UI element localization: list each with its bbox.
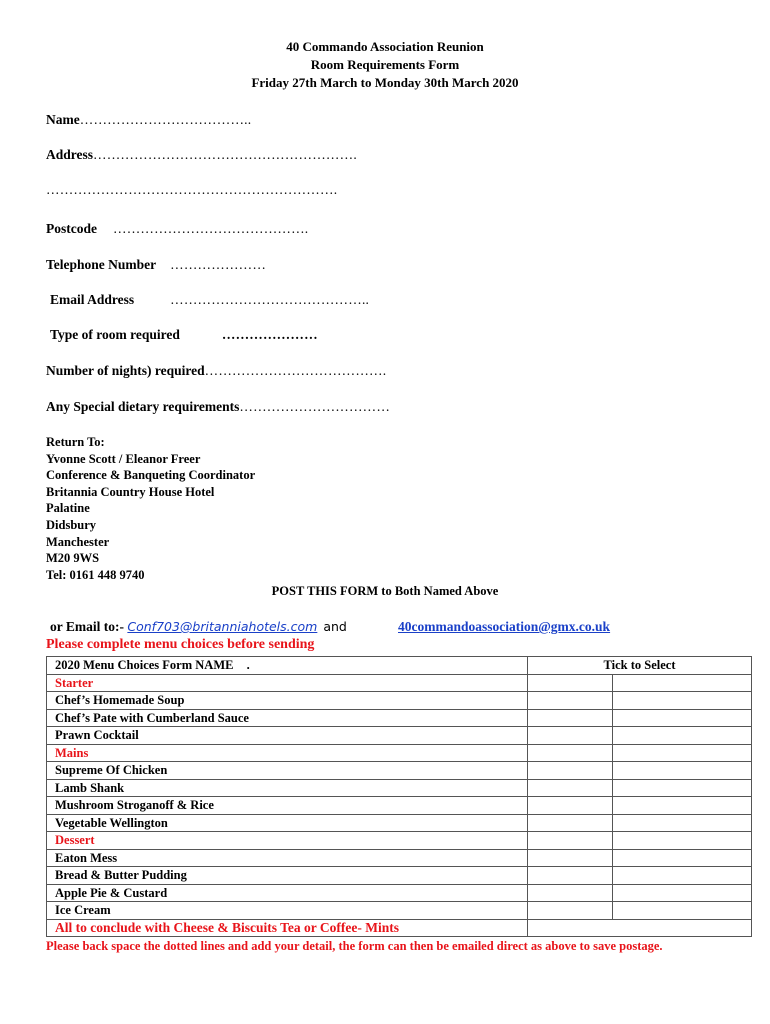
email-field[interactable] [50, 292, 369, 308]
email-label: Email Address [50, 292, 135, 307]
conclusion-tick-box[interactable] [528, 919, 752, 937]
menu-item-label: Ice Cream [47, 902, 528, 920]
address-line-2[interactable] [46, 182, 337, 198]
name-field[interactable] [46, 112, 251, 128]
name-label: Name [46, 112, 80, 127]
menu-section-label: Mains [47, 744, 528, 762]
dietary-label: Any Special dietary requirements [46, 399, 240, 414]
menu-title: 2020 Menu Choices Form NAME [55, 658, 234, 673]
menu-item-row [47, 762, 752, 780]
menu-table [46, 656, 752, 937]
return-hotel: Britannia Country House Hotel [46, 484, 215, 499]
tick-box-extra[interactable] [613, 832, 752, 850]
name-dots[interactable]: ……………………………….. [79, 112, 252, 127]
tick-box-extra[interactable] [613, 709, 752, 727]
menu-item-row [47, 884, 752, 902]
tick-box[interactable] [528, 867, 613, 885]
return-address [46, 434, 255, 583]
tick-box[interactable] [528, 727, 613, 745]
form-title: 40 Commando Association Reunion [286, 39, 484, 54]
tick-box-extra[interactable] [613, 814, 752, 832]
menu-item-label: Mushroom Stroganoff & Rice [47, 797, 528, 815]
tick-box-extra[interactable] [613, 727, 752, 745]
return-names: Yvonne Scott / Eleanor Freer [46, 451, 201, 466]
telephone-field[interactable] [46, 257, 266, 273]
menu-section-row [47, 674, 752, 692]
postcode-label: Postcode [46, 221, 97, 236]
tick-box-extra[interactable] [613, 867, 752, 885]
menu-item-row [47, 797, 752, 815]
tick-box[interactable] [528, 779, 613, 797]
association-email-link[interactable]: 40commandoassociation@gmx.co.uk [398, 619, 611, 634]
menu-item-label: Chef’s Pate with Cumberland Sauce [47, 709, 528, 727]
tick-box[interactable] [528, 832, 613, 850]
menu-item-label: Vegetable Wellington [47, 814, 528, 832]
nights-label: Number of nights) required [46, 363, 205, 378]
tick-box-extra[interactable] [613, 779, 752, 797]
tick-box[interactable] [528, 849, 613, 867]
menu-item-row [47, 779, 752, 797]
menu-item-label: Eaton Mess [47, 849, 528, 867]
email-dots[interactable]: …………………………………….. [170, 292, 370, 307]
return-postcode: M20 9WS [46, 551, 100, 566]
return-area: Didsbury [46, 517, 97, 532]
menu-section-label: Dessert [47, 832, 528, 850]
telephone-label: Telephone Number [46, 257, 157, 272]
menu-item-row [47, 867, 752, 885]
address-dots[interactable]: …………………………………………………. [93, 147, 357, 162]
menu-item-label: Chef’s Homemade Soup [47, 692, 528, 710]
tick-box[interactable] [528, 762, 613, 780]
menu-header-row [47, 657, 752, 675]
room-type-label: Type of room required [50, 327, 180, 342]
menu-section-row [47, 832, 752, 850]
tick-box[interactable] [528, 797, 613, 815]
return-street: Palatine [46, 501, 90, 516]
telephone-dots[interactable]: ………………… [170, 257, 267, 272]
form-subtitle: Room Requirements Form [310, 57, 460, 72]
tick-box-extra[interactable] [613, 849, 752, 867]
tick-box-extra[interactable] [613, 744, 752, 762]
menu-item-row [47, 902, 752, 920]
email-to-line [50, 619, 611, 635]
tick-header: Tick to Select [528, 657, 752, 675]
menu-notice: Please complete menu choices before sending [46, 637, 315, 652]
menu-section-row [47, 744, 752, 762]
return-role: Conference & Banqueting Coordinator [46, 468, 256, 483]
tick-box-extra[interactable] [613, 797, 752, 815]
menu-item-row [47, 692, 752, 710]
form-dates: Friday 27th March to Monday 30th March 2020 [251, 75, 519, 90]
return-tel: Tel: 0161 448 9740 [46, 567, 145, 582]
postcode-dots[interactable]: ……………………………………. [113, 221, 309, 236]
tick-box-extra[interactable] [613, 902, 752, 920]
menu-item-row [47, 727, 752, 745]
tick-box[interactable] [528, 884, 613, 902]
return-city: Manchester [46, 534, 110, 549]
address-dots-2[interactable]: ………………………………………………………. [46, 182, 338, 197]
address-field[interactable] [46, 147, 357, 163]
tick-box[interactable] [528, 814, 613, 832]
menu-conclusion-row [47, 919, 752, 937]
menu-item-label: Bread & Butter Pudding [47, 867, 528, 885]
email-and: and [323, 619, 347, 634]
menu-item-row [47, 814, 752, 832]
tick-box[interactable] [528, 709, 613, 727]
tick-box[interactable] [528, 902, 613, 920]
footnote: Please back space the dotted lines and add your detail, the form can then be emailed direct as above to save postage. [46, 939, 663, 953]
menu-title-cell [47, 657, 528, 675]
menu-item-row [47, 849, 752, 867]
nights-dots[interactable]: …………………………………. [204, 363, 387, 378]
return-heading: Return To: [46, 435, 105, 449]
menu-section-label: Starter [47, 674, 528, 692]
tick-box-extra[interactable] [613, 692, 752, 710]
nights-field[interactable] [46, 363, 386, 379]
menu-title-suffix: . [246, 658, 250, 673]
tick-box[interactable] [528, 674, 613, 692]
postcode-field[interactable] [46, 221, 308, 237]
tick-box[interactable] [528, 744, 613, 762]
room-type-field[interactable] [50, 327, 318, 343]
menu-item-label: Apple Pie & Custard [47, 884, 528, 902]
email-to-label: or Email to:- [50, 619, 124, 634]
menu-conclusion: All to conclude with Cheese & Biscuits Tea or Coffee- Mints [47, 919, 528, 937]
room-type-dots[interactable]: ………………… [221, 327, 318, 342]
hotel-email-link[interactable]: Conf703@britanniahotels.com [127, 619, 318, 634]
dietary-dots[interactable]: …………………………… [239, 399, 391, 414]
menu-item-row [47, 709, 752, 727]
tick-box-extra[interactable] [613, 674, 752, 692]
address-label: Address [46, 147, 94, 162]
dietary-field[interactable] [46, 399, 390, 415]
tick-box[interactable] [528, 692, 613, 710]
form-header [0, 38, 770, 92]
tick-box-extra[interactable] [613, 762, 752, 780]
menu-item-label: Supreme Of Chicken [47, 762, 528, 780]
menu-item-label: Lamb Shank [47, 779, 528, 797]
menu-item-label: Prawn Cocktail [47, 727, 528, 745]
tick-box-extra[interactable] [613, 884, 752, 902]
post-instruction: POST THIS FORM to Both Named Above [271, 584, 499, 598]
